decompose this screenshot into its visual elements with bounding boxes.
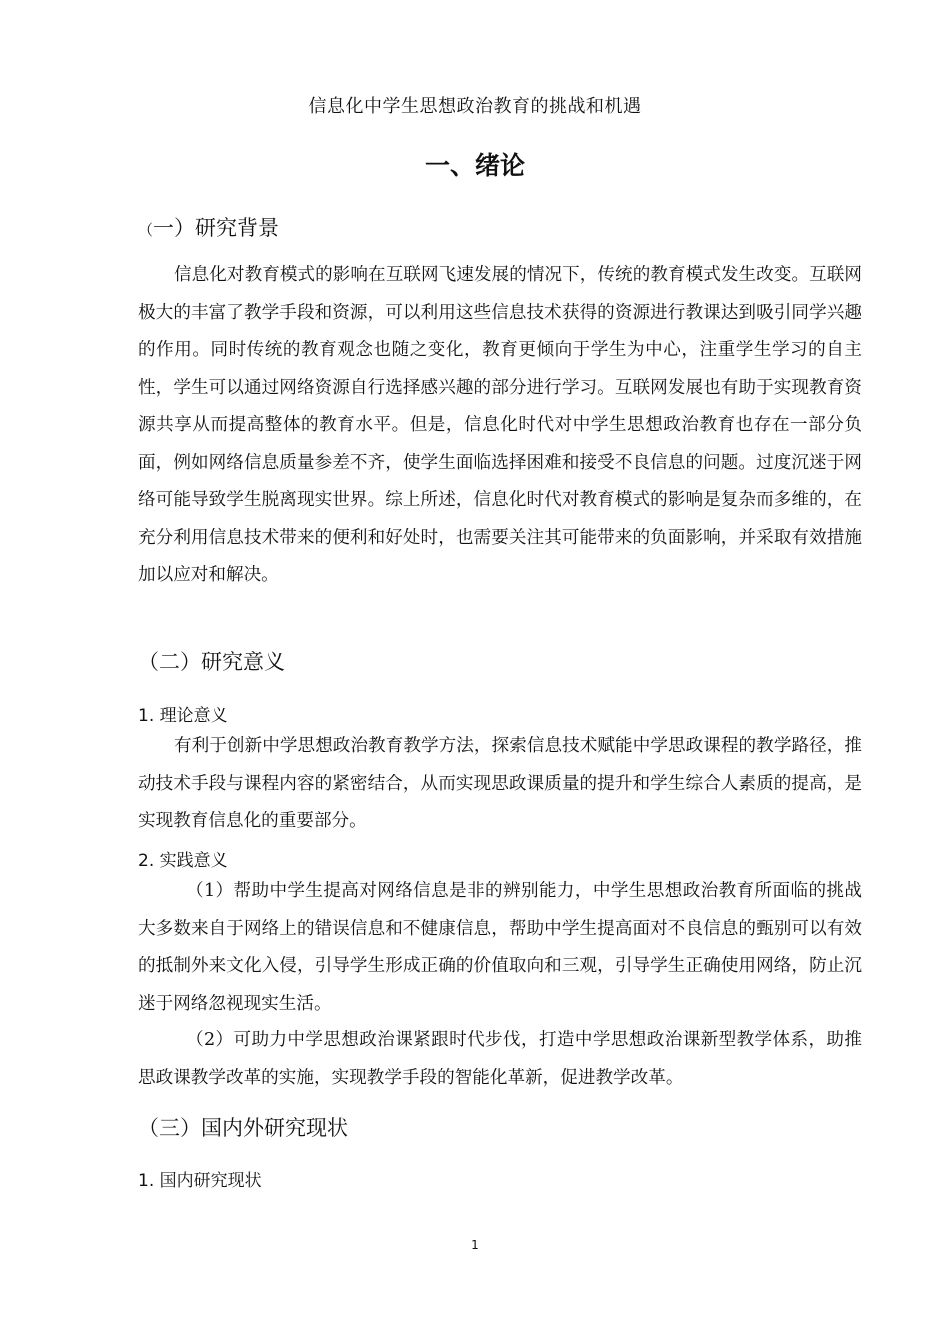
subheading-practice: 2. 实践意义 [138, 851, 228, 871]
subheading-theory: 1. 理论意义 [138, 706, 228, 726]
subheading-domestic: 1. 国内研究现状 [138, 1171, 262, 1191]
background-paragraph: 信息化对教育模式的影响在互联网飞速发展的情况下，传统的教育模式发生改变。互联网极大的丰富了教学手段和资源，可以利用这些信息技术获得的资源进行教课达到吸引同学兴趣的作用。同时传统的教育观念也随之变化，教育更倾向于学生为中心，注重学生学习的自主性，学生可以通过网络资源自行选择感兴趣的部分进行学习。互联网发展也有助于实现教育资源共享从而提高整体的教育水平。但是，信息化时代对中学生思想政治教育也存在一部分负面，例如网络信息质量参差不齐，使学生面临选择困难和接受不良信息的问题。过度沉迷于网络可能导致学生脱离现实世界。综上所述，信息化时代对教育模式的影响是复杂而多维的，在充分利用信息技术带来的便利和好处时，也需要关注其可能带来的负面影响，并采取有效措施加以应对和解决。 [138, 265, 862, 585]
section-heading-prefix: （ [138, 221, 154, 239]
theory-paragraph: 有利于创新中学思想政治教育教学方法，探索信息技术赋能中学思政课程的教学路径，推动技术手段与课程内容的紧密结合，从而实现思政课质量的提升和学生综合人素质的提高，是实现教育信息化的重要部分。 [138, 736, 862, 831]
section-heading-background [138, 212, 279, 242]
section-heading-text: 一）研究背景 [153, 216, 280, 240]
section-heading-significance: （二）研究意义 [138, 650, 285, 674]
document-title: 信息化中学生思想政治教育的挑战和机遇 [308, 96, 642, 117]
chapter-heading: 一、绪论 [424, 151, 525, 180]
page-number: 1 [471, 1238, 479, 1252]
practice-paragraph-2: （2）可助力中学思想政治课紧跟时代步伐，打造中学思想政治课新型教学体系，助推思政课教学改革的实施，实现教学手段的智能化革新，促进教学改革。 [138, 1030, 862, 1088]
section-heading-research-status: （三）国内外研究现状 [138, 1116, 348, 1140]
practice-paragraph-1: （1）帮助中学生提高对网络信息是非的辨别能力，中学生思想政治教育所面临的挑战大多数来自于网络上的错误信息和不健康信息，帮助中学生提高面对不良信息的甄别可以有效的抵制外来文化入侵，引导学生形成正确的价值取向和三观，引导学生正确使用网络，防止沉迷于网络忽视现实生活。 [138, 881, 862, 1014]
